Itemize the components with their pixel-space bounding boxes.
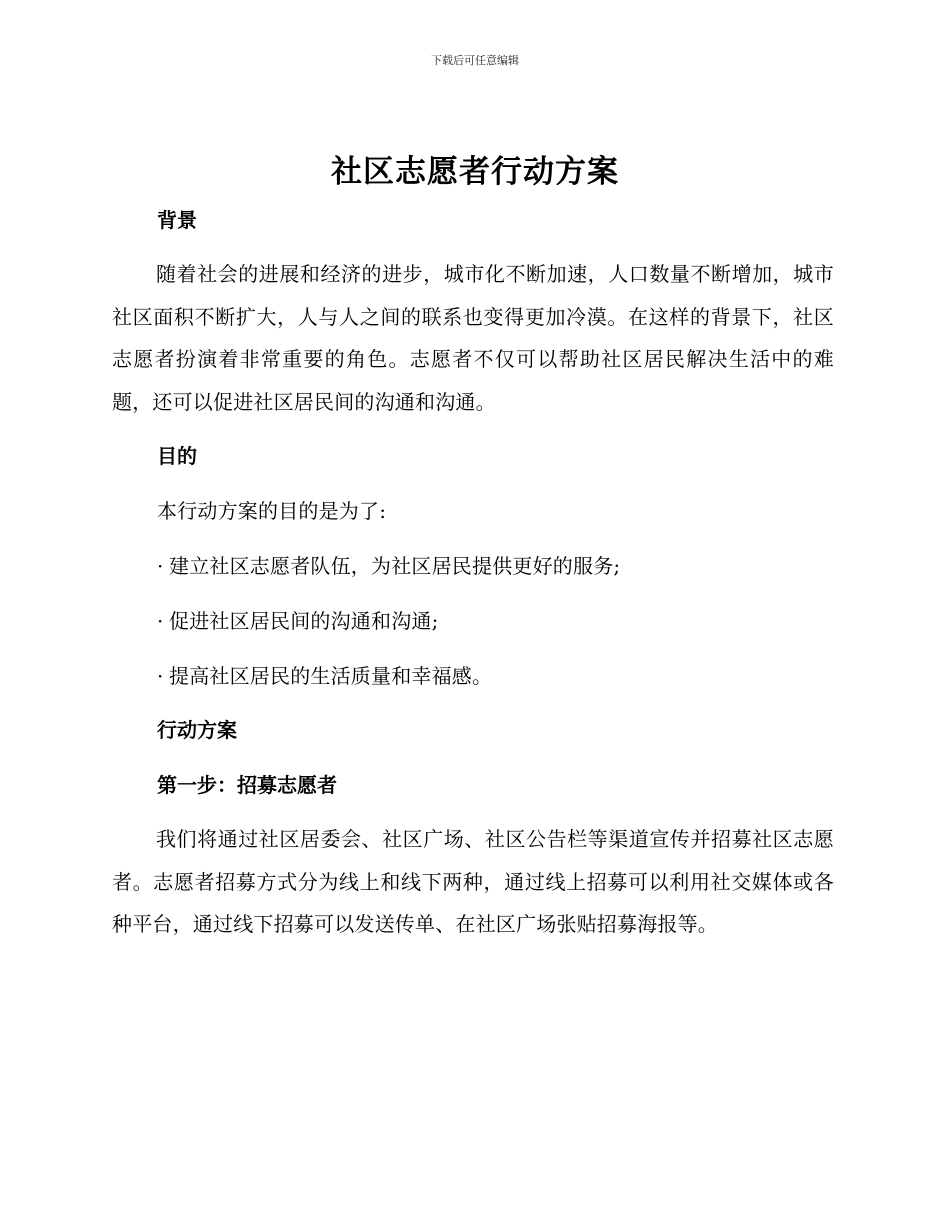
heading-action-plan: 行动方案 (157, 718, 237, 742)
bullet-dot-icon: · (157, 609, 164, 633)
heading-step-1: 第一步：招募志愿者 (157, 773, 337, 797)
purpose-bullet-text: 提高社区居民的生活质量和幸福感。 (169, 664, 493, 688)
purpose-bullet-text: 建立社区志愿者队伍，为社区居民提供更好的服务; (169, 554, 621, 578)
purpose-bullet-3 (157, 662, 492, 690)
bullet-dot-icon: · (157, 664, 164, 688)
paragraph-step-1: 我们将通过社区居委会、社区广场、社区公告栏等渠道宣传并招募社区志愿者。志愿者招募方式分为线上和线下两种，通过线上招募可以利用社交媒体或各种平台，通过线下招募可以发送传单、在社区广场张贴招募海报等。 (112, 827, 834, 936)
heading-purpose: 目的 (157, 444, 197, 468)
document-title: 社区志愿者行动方案 (331, 154, 619, 190)
bullet-dot-icon: · (157, 554, 164, 578)
paragraph-background: 随着社会的进展和经济的进步，城市化不断加速，人口数量不断增加，城市社区面积不断扩大，人与人之间的联系也变得更加冷漠。在这样的背景下，社区志愿者扮演着非常重要的角色。志愿者不仅可以帮助社区居民解决生活中的难题，还可以促进社区居民间的沟通和沟通。 (112, 262, 834, 414)
purpose-bullet-1 (157, 552, 620, 580)
purpose-bullet-2 (157, 607, 439, 635)
purpose-intro: 本行动方案的目的是为了: (157, 499, 387, 523)
purpose-bullet-text: 促进社区居民间的沟通和沟通; (169, 609, 439, 633)
heading-background: 背景 (157, 208, 197, 232)
page-header-note: 下载后可任意编辑 (431, 54, 519, 67)
